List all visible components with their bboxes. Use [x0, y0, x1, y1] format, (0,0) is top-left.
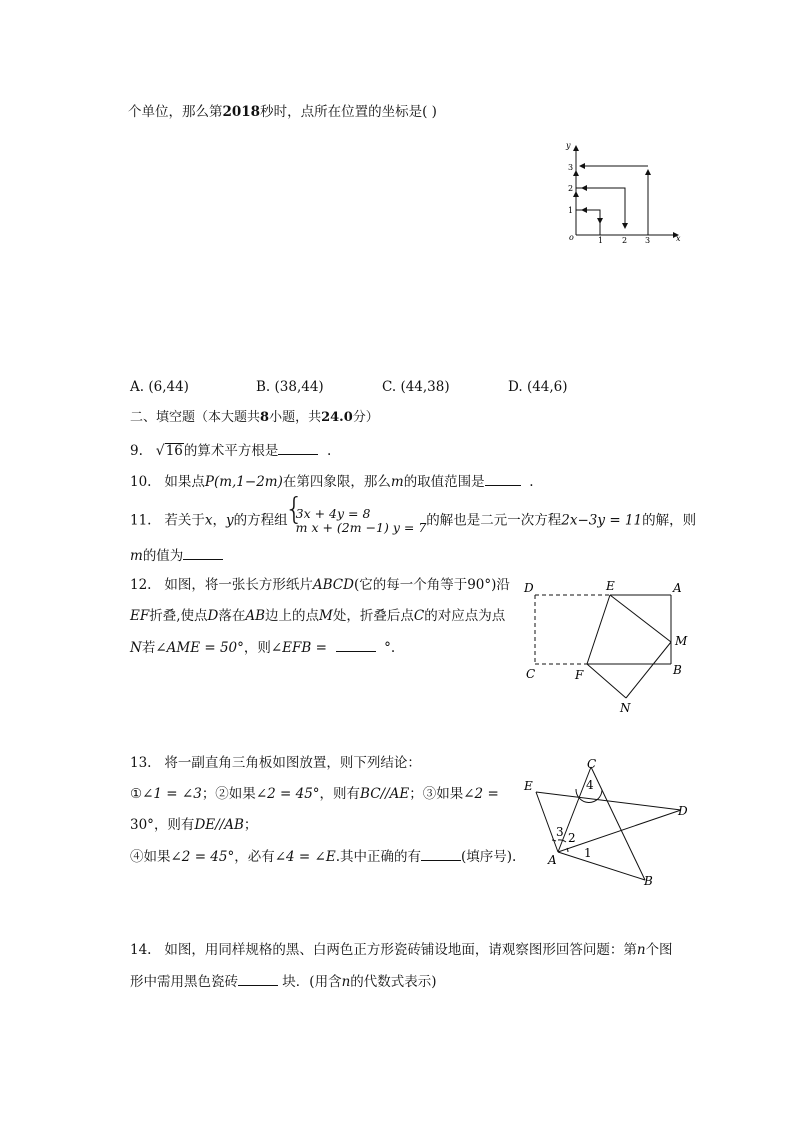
q14-l2-n: n — [341, 974, 351, 990]
label-d: D — [524, 581, 534, 595]
option-c[interactable] — [382, 379, 450, 395]
q12-l3-a: 若 — [141, 640, 156, 656]
option-b-letter: B. — [256, 379, 271, 395]
q8-year: 2018 — [222, 104, 261, 120]
angle-label-2: 2 — [568, 831, 576, 845]
q12-efb: ∠EFB = — [270, 640, 327, 656]
q13-l4-d: ∠4 = ∠E — [274, 849, 336, 865]
q11-pre: 若关于 — [164, 512, 205, 529]
q10-point: P(m,1−2m) — [204, 474, 283, 490]
y-tick-2: 2 — [568, 184, 574, 193]
q12-ef: EF — [130, 608, 150, 624]
q13-l2-g: ；③如果 — [409, 786, 464, 802]
q13-l2-d: ∠2 = 45° — [255, 786, 320, 802]
option-b-value: (38,44) — [274, 379, 324, 395]
section-heading — [130, 408, 379, 428]
q11-answer-blank[interactable] — [183, 545, 223, 560]
q14-l1-a: 如图，用同样规格的黑、白两色正方形瓷砖铺设地面，请观察图形回答问题：第 — [164, 942, 637, 958]
q12-n: N — [130, 640, 142, 656]
x-tick-3: 3 — [645, 236, 651, 245]
q13-l4-e: .其中正确的有 — [335, 849, 421, 865]
q12-l2-b: 落在 — [218, 608, 246, 624]
q10-end: . — [529, 474, 534, 490]
label-e: E — [606, 579, 615, 593]
q10-pre: 如果点 — [164, 474, 205, 490]
question-14-line2 — [130, 971, 437, 992]
label-e: E — [524, 779, 533, 793]
x-axis-label: x — [676, 234, 681, 243]
heading-text-c: 分） — [352, 410, 379, 425]
label-b: B — [644, 874, 653, 888]
q8-coordinate-figure — [560, 140, 690, 245]
q12-end: °. — [384, 640, 396, 656]
q12-number: 12. — [130, 577, 152, 593]
x-tick-1: 1 — [598, 236, 604, 245]
label-b: B — [673, 663, 682, 677]
q13-end: . — [512, 849, 517, 865]
q8-text-a: 个单位，那么第 — [128, 104, 223, 120]
option-d[interactable] — [508, 379, 568, 395]
label-c: C — [526, 667, 536, 681]
option-d-value: (44,6) — [526, 379, 568, 395]
q8-text-b: 秒时，点所在位置的坐标是 — [260, 104, 423, 120]
label-c: C — [587, 757, 597, 771]
q12-d: D — [207, 608, 219, 624]
q11-line2-var: m — [130, 548, 143, 564]
q9-number: 9. — [130, 443, 143, 459]
q11-eq1: { 3x + 4y = 8 — [295, 506, 371, 521]
heading-count: 8 — [260, 410, 270, 425]
q12-l2-a: 折叠,使点 — [149, 608, 208, 624]
heading-text-a: 二、填空题（本大题共 — [130, 410, 261, 425]
q10-answer-blank[interactable] — [485, 471, 521, 486]
q11-post2: 的解，则 — [642, 512, 697, 529]
q13-l4-a: ④如果 — [130, 849, 171, 865]
heading-text-b: 小题，共 — [269, 410, 322, 425]
q9-end: . — [326, 443, 332, 459]
q12-l2-e: 的对应点为点 — [424, 608, 506, 624]
angle-label-1: 1 — [584, 846, 592, 860]
q14-number: 14. — [130, 942, 152, 958]
x-tick-2: 2 — [622, 236, 628, 245]
question-13-line4 — [130, 846, 516, 867]
q12-c: C — [413, 608, 425, 624]
q13-l4-c: ，必有 — [234, 849, 275, 865]
option-a-value: (6,44) — [148, 379, 189, 395]
q9-radicand: 16 — [165, 443, 183, 459]
q13-circle-1: ① — [130, 786, 143, 802]
label-n: N — [620, 701, 631, 715]
label-f: F — [575, 668, 584, 682]
question-12-line2 — [130, 606, 505, 626]
q14-l2-a: 形中需用黑色瓷砖 — [130, 974, 238, 990]
question-11 — [130, 507, 696, 535]
q8-paren: ( ) — [422, 104, 437, 120]
q13-l3-d: ； — [243, 817, 258, 833]
q11-y: y — [225, 512, 234, 529]
option-a-letter: A. — [130, 379, 145, 395]
q13-l2-f: BC//AE — [360, 786, 410, 802]
heading-score: 24.0 — [321, 410, 353, 425]
option-d-letter: D. — [508, 379, 523, 395]
question-12-line3 — [130, 637, 395, 658]
q13-l4-f: (填序号) — [461, 849, 513, 865]
q10-var: m — [390, 474, 404, 490]
y-tick-3: 3 — [568, 163, 574, 172]
question-11-line2 — [130, 545, 223, 566]
q12-m: M — [319, 608, 333, 624]
q10-post: 的取值范围是 — [403, 474, 485, 490]
q13-l3-b: ，则有 — [153, 817, 195, 833]
q12-l2-d: 处，折叠后点 — [332, 608, 414, 624]
q10-mid: 在第四象限，那么 — [282, 474, 391, 490]
option-c-value: (44,38) — [400, 379, 450, 395]
question-14-line1 — [130, 940, 673, 960]
q9-answer-blank[interactable] — [278, 440, 318, 455]
q13-l2-e: ，则有 — [319, 786, 361, 802]
q11-x: x — [204, 512, 213, 529]
question-12-line1 — [130, 575, 510, 595]
q14-l1-b: 个图 — [645, 942, 673, 958]
y-axis-label: y — [566, 141, 571, 150]
q13-triangles-figure — [518, 752, 698, 892]
q13-l2-b: ∠1 = ∠3 — [142, 786, 202, 802]
q11-post: 的解也是二元一次方程 — [426, 512, 562, 529]
origin-label: o — [569, 233, 574, 242]
q12-l1-b: (它的每一个角等于 — [353, 577, 468, 593]
q9-text: 的算术平方根是 — [183, 443, 279, 459]
q12-answer-blank[interactable] — [336, 637, 376, 652]
q14-answer-blank[interactable] — [238, 971, 278, 986]
q8-stem — [128, 102, 437, 122]
label-d: D — [678, 804, 688, 818]
label-a: A — [548, 853, 557, 867]
q12-l1-a: 如图，将一张长方形纸片 — [164, 577, 313, 593]
y-tick-1: 1 — [568, 206, 574, 215]
q12-ab: AB — [245, 608, 266, 624]
label-m: M — [675, 634, 688, 648]
q11-eq2: m x + (2m −1) y = 7 — [295, 520, 427, 535]
q13-l4-b: ∠2 = 45° — [170, 849, 235, 865]
q12-folding-figure — [520, 575, 700, 715]
q11-equation-system — [288, 507, 427, 535]
q13-number: 13. — [130, 755, 152, 771]
q11-mid: 的方程组 — [233, 512, 288, 529]
question-9: 9. √16的算术平方根是 . — [130, 440, 331, 461]
q12-ame: ∠AME = 50° — [155, 640, 244, 656]
option-a[interactable] — [130, 379, 189, 395]
q13-l2-h: ∠2 = — [463, 786, 499, 802]
q12-l1-c: )沿 — [491, 577, 510, 593]
q12-l3-b: ，则 — [243, 640, 271, 656]
q12-abcd: ABCD — [312, 577, 354, 593]
label-a: A — [673, 581, 682, 595]
q12-deg: 90° — [467, 577, 492, 593]
q13-l2-c: ；②如果 — [201, 786, 256, 802]
q11-line2-text: 的值为 — [142, 548, 184, 564]
q11-number: 11. — [130, 512, 152, 529]
q13-l1: 将一副直角三角板如图放置，则下列结论： — [164, 755, 421, 771]
q13-answer-blank[interactable] — [421, 846, 461, 861]
question-10 — [130, 471, 534, 492]
q10-number: 10. — [130, 474, 152, 490]
q14-l2-c: 的代数式表示) — [350, 974, 437, 990]
q12-l2-c: 边上的点 — [265, 608, 320, 624]
q11-sep: ， — [212, 512, 226, 529]
question-13-line1 — [130, 753, 421, 773]
q14-l2-b: 块．(用含 — [282, 974, 342, 990]
option-c-letter: C. — [382, 379, 397, 395]
q13-l3-c: DE//AB — [194, 817, 244, 833]
option-b[interactable] — [256, 379, 324, 395]
q14-n: n — [636, 942, 646, 958]
q11-eq3: 2x−3y = 11 — [561, 512, 643, 529]
angle-label-4: 4 — [586, 778, 594, 792]
question-13-line2 — [130, 784, 499, 804]
question-13-line3 — [130, 815, 257, 835]
angle-label-3: 3 — [556, 825, 564, 839]
q13-l3-a: 30° — [130, 817, 154, 833]
